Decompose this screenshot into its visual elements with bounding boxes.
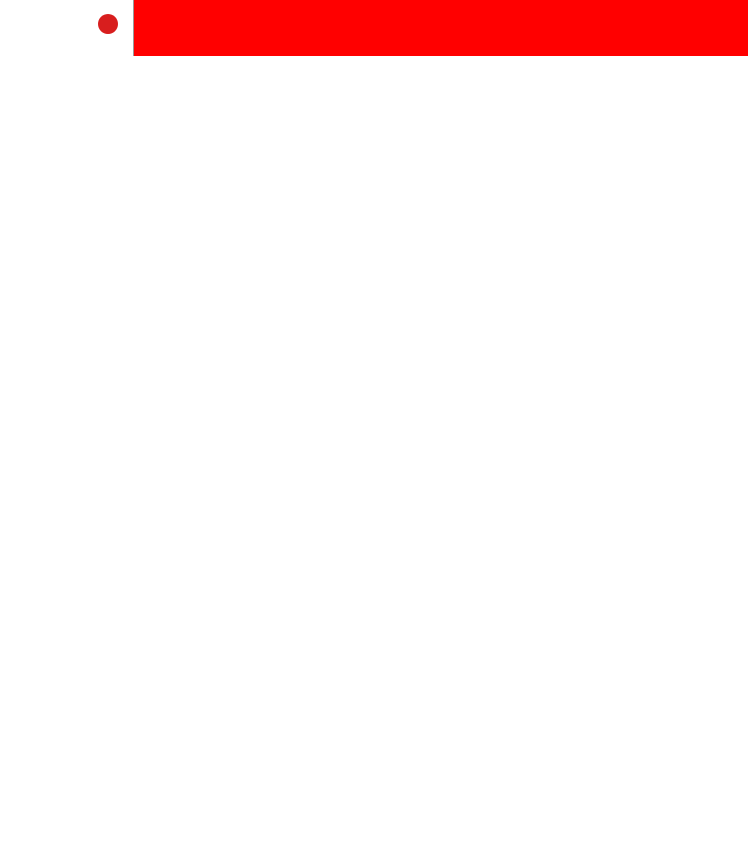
logo-ball-icon [98,14,118,34]
page-title [134,0,748,56]
header [0,0,748,56]
logo [0,0,134,56]
